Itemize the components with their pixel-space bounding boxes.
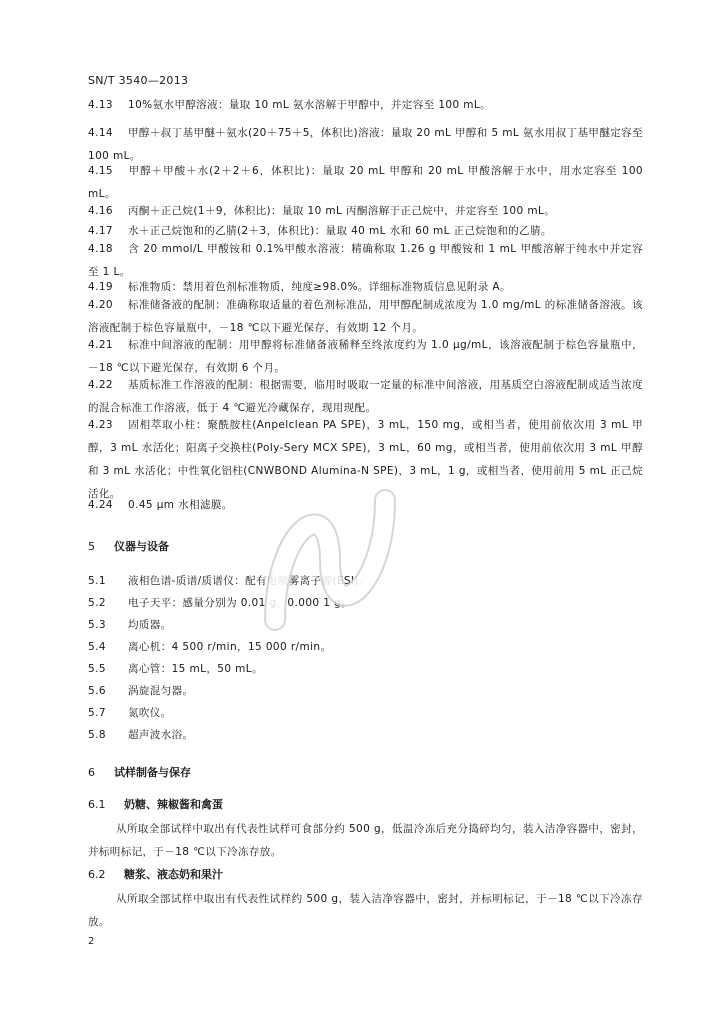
watermark-graphic bbox=[255, 470, 405, 650]
section-6-heading: 6 试样制备与保存 bbox=[88, 766, 191, 779]
item-5-6: 5.6 涡旋混匀器。 bbox=[88, 685, 194, 697]
item-4-24: 4.24 0.45 μm 水相滤膜。 bbox=[88, 499, 233, 511]
item-5-4: 5.4 离心机：4 500 r/min，15 000 r/min。 bbox=[88, 641, 332, 653]
item-5-8: 5.8 超声波水浴。 bbox=[88, 729, 194, 741]
item-4-23: 4.23 固相萃取小柱：聚酰胺柱(Anpelclean PA SPE)，3 mL，150 mg，或相当者，使用前依次用 3 mL 甲醇，3 mL 水活化；阳离子交换柱(Poly-Sery MCX SPE)，3 mL，60 mg，或相当者，使用前依次用 3 mL 甲醇和 3 mL 水活化；中性氧化铝柱(CNWBOND Alumina-N SPE)，3 mL，1 g，或相当者，使用前用 5 mL 正己烷活化。 bbox=[88, 419, 643, 500]
page-number: 2 bbox=[88, 936, 95, 947]
item-4-21: 4.21 标准中间溶液的配制：用甲醇将标准储备液稀释至终浓度约为 1.0 μg/mL，该溶液配制于棕色容量瓶中，－18 ℃以下避光保存，有效期 6 个月。 bbox=[88, 339, 643, 374]
item-4-17: 4.17 水＋正己烷饱和的乙腈(2＋3，体积比)：量取 40 mL 水和 60 mL 正己烷饱和的乙腈。 bbox=[88, 225, 552, 237]
item-4-18: 4.18 含 20 mmol/L 甲酸铵和 0.1%甲酸水溶液：精确称取 1.26 g 甲酸铵和 1 mL 甲酸溶解于纯水中并定容至 1 L。 bbox=[88, 243, 643, 278]
item-4-22: 4.22 基质标准工作溶液的配制：根据需要，临用时吸取一定量的标准中间溶液，用基质空白溶液配制成适当浓度的混合标准工作溶液，低于 4 ℃避光冷藏保存，现用现配。 bbox=[88, 379, 643, 414]
subsection-6-1-text: 从所取全部试样中取出有代表性试样可食部分约 500 g，低温冷冻后充分捣碎均匀，装入洁净容器中，密封，并标明标记，于－18 ℃以下冷冻存放。 bbox=[88, 823, 643, 858]
standard-code: SN/T 3540—2013 bbox=[88, 74, 189, 87]
item-5-2: 5.2 电子天平：感量分别为 0.01 g，0.000 1 g。 bbox=[88, 597, 352, 609]
item-5-3: 5.3 均质器。 bbox=[88, 619, 172, 631]
item-5-5: 5.5 离心管：15 mL，50 mL。 bbox=[88, 663, 263, 675]
item-5-7: 5.7 氮吹仪。 bbox=[88, 707, 172, 719]
subsection-6-2-text: 从所取全部试样中取出有代表性试样约 500 g，装入洁净容器中，密封，并标明标记，于－18 ℃以下冷冻存放。 bbox=[88, 893, 643, 928]
section-5-heading: 5 仪器与设备 bbox=[88, 540, 169, 553]
item-4-20: 4.20 标准储备液的配制：准确称取适量的着色剂标准品，用甲醇配制成浓度为 1.0 mg/mL 的标准储备溶液。该溶液配制于棕色容量瓶中，－18 ℃以下避光保存，有效期 12 个月。 bbox=[88, 299, 643, 334]
item-4-16: 4.16 丙酮＋正己烷(1＋9，体积比)：量取 10 mL 丙酮溶解于正己烷中，并定容至 100 mL。 bbox=[88, 205, 556, 217]
item-4-13: 4.13 10%氨水甲醇溶液：量取 10 mL 氨水溶解于甲醇中，并定容至 100 mL。 bbox=[88, 99, 492, 111]
item-5-1: 5.1 液相色谱-质谱/质谱仪：配有电喷雾离子源(ESI)。 bbox=[88, 575, 370, 587]
item-4-15: 4.15 甲醇＋甲酸＋水(2＋2＋6，体积比)：量取 20 mL 甲醇和 20 mL 甲酸溶解于水中，用水定容至 100 mL。 bbox=[88, 165, 643, 200]
item-4-19: 4.19 标准物质：禁用着色剂标准物质，纯度≥98.0%。详细标准物质信息见附录 A。 bbox=[88, 281, 511, 293]
item-4-14: 4.14 甲醇＋叔丁基甲醚＋氨水(20＋75＋5，体积比)溶液：量取 20 mL 甲醇和 5 mL 氨水用叔丁基甲醚定容至 100 mL。 bbox=[88, 127, 643, 162]
subsection-6-1-heading: 6.1 奶糖、辣椒酱和禽蛋 bbox=[88, 798, 223, 811]
subsection-6-2-heading: 6.2 糖浆、液态奶和果汁 bbox=[88, 868, 223, 881]
